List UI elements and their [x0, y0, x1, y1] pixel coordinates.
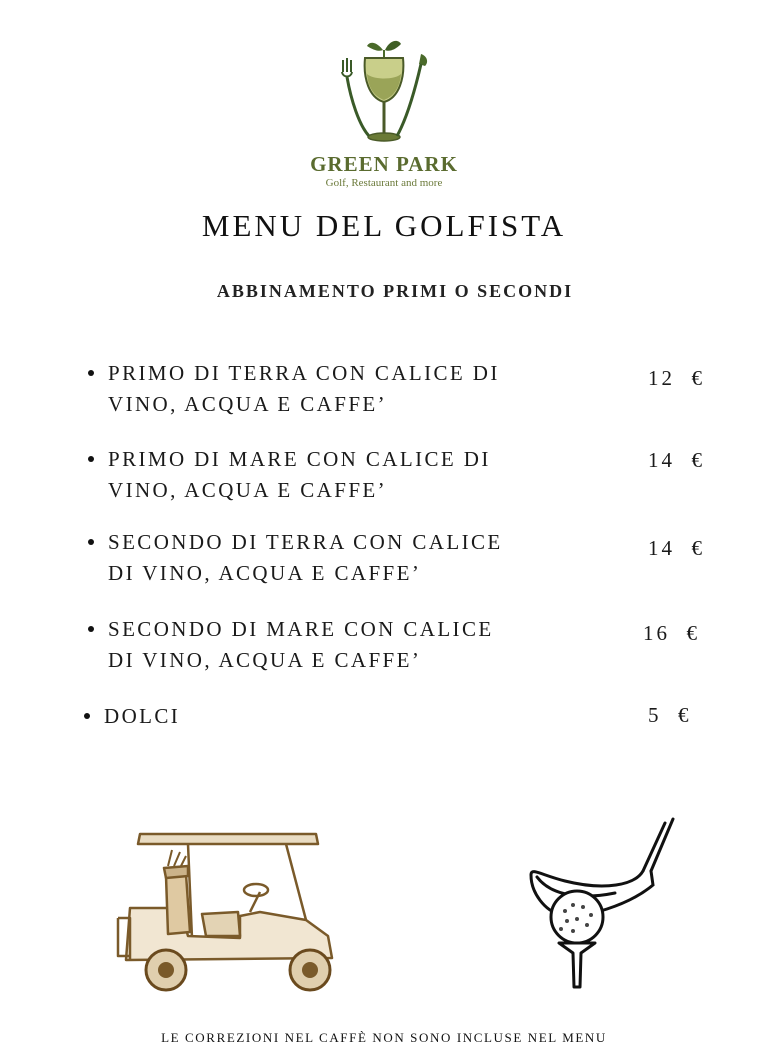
brand-tagline: Golf, Restaurant and more	[325, 177, 443, 189]
menu-item-price: 14 €	[648, 536, 705, 560]
menu-item	[88, 614, 548, 676]
golf-club-ball-illustration	[525, 815, 680, 993]
menu-subtitle: ABBINAMENTO PRIMI O SECONDI	[216, 281, 574, 301]
menu-item-line1: PRIMO DI TERRA CON CALICE DI	[108, 361, 500, 385]
menu-item-price: 12 €	[648, 366, 705, 390]
menu-item-price: 16 €	[643, 621, 700, 645]
menu-title: MENU DEL GOLFISTA	[201, 208, 567, 243]
menu-item	[88, 527, 548, 589]
menu-item-line2: DI VINO, ACQUA E CAFFE’	[108, 648, 422, 672]
footer-note: LE CORREZIONI NEL CAFFÈ NON SONO INCLUSE NEL MENU	[161, 1030, 607, 1045]
menu-item-line1: SECONDO DI MARE CON CALICE	[108, 617, 494, 641]
menu-item	[88, 358, 548, 420]
menu-item-price: 14 €	[648, 448, 705, 472]
bullet-dot	[88, 370, 94, 376]
menu-item-line1: DOLCI	[104, 704, 181, 728]
menu-item	[88, 444, 548, 506]
bullet-dot	[88, 539, 94, 545]
bullet-dot	[88, 626, 94, 632]
wine-glass-fork-club-logo	[329, 30, 439, 148]
menu-item-line1: PRIMO DI MARE CON CALICE DI	[108, 447, 491, 471]
menu-item-line2: VINO, ACQUA E CAFFE’	[108, 478, 388, 502]
brand-logo	[0, 30, 768, 189]
menu-item-price: 5 €	[648, 703, 692, 727]
menu-item-line2: DI VINO, ACQUA E CAFFE’	[108, 561, 422, 585]
menu-item-line1: SECONDO DI TERRA CON CALICE	[108, 530, 503, 554]
golf-cart-illustration	[110, 828, 342, 998]
menu-item-line2: VINO, ACQUA E CAFFE’	[108, 392, 388, 416]
bullet-dot	[84, 713, 90, 719]
bullet-dot	[88, 456, 94, 462]
menu-item	[84, 701, 544, 732]
brand-name: GREEN PARK	[310, 152, 458, 176]
